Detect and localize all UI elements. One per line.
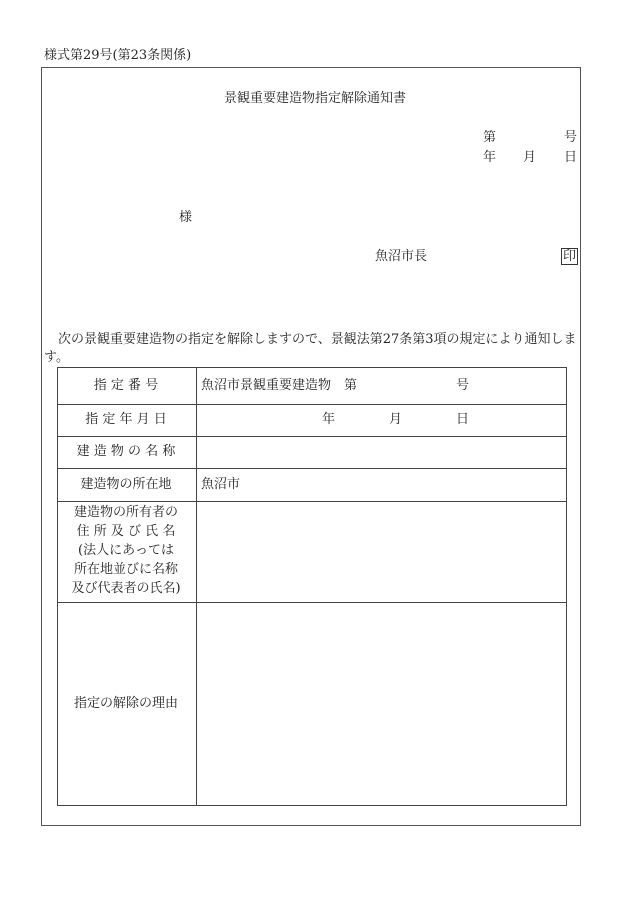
row-divider	[58, 468, 566, 469]
owner-label-line: 所在地並びに名称	[73, 562, 178, 577]
row-divider	[58, 404, 566, 405]
body-text: 次の景観重要建造物の指定を解除しますので、景観法第27条第3項の規定により通知します。	[44, 332, 577, 365]
designation-date-month: 月	[389, 412, 403, 427]
designation-number-suffix: 号	[456, 378, 470, 393]
owner-label-line: 建造物の所有者の	[73, 505, 178, 520]
date-year: 年	[483, 150, 497, 165]
owner-label-line: 及び代表者の氏名)	[71, 581, 181, 596]
owner-label-line: 住 所 及 び 氏 名	[76, 524, 176, 539]
form-number: 様式第29号(第23条関係)	[44, 48, 192, 63]
addressee-suffix: 様	[179, 210, 193, 225]
row-divider	[58, 501, 566, 502]
row-divider	[58, 602, 566, 603]
row-divider	[58, 436, 566, 437]
designation-number-prefix: 魚沼市景観重要建造物 第	[201, 378, 358, 393]
label-building-name: 建 造 物 の 名 称	[76, 444, 176, 459]
date-month: 月	[523, 150, 537, 165]
designation-date-day: 日	[456, 412, 470, 427]
label-building-location: 建造物の所在地	[80, 477, 172, 492]
doc-number-dai: 第	[483, 130, 497, 145]
label-release-reason: 指定の解除の理由	[73, 696, 178, 711]
date-day: 日	[564, 150, 578, 165]
label-designation-number: 指 定 番 号	[93, 378, 159, 393]
document-title: 景観重要建造物指定解除通知書	[223, 91, 406, 106]
doc-number-go: 号	[564, 130, 578, 145]
designation-date-year: 年	[322, 412, 336, 427]
building-location-value: 魚沼市	[201, 477, 241, 492]
label-designation-date: 指 定 年 月 日	[85, 412, 167, 427]
label-owner	[57, 503, 195, 598]
issuer-name: 魚沼市長	[375, 249, 428, 264]
seal-mark	[561, 248, 578, 265]
owner-label-line: (法人にあっては	[78, 543, 174, 558]
table-column-divider	[196, 368, 197, 805]
seal-box: 印	[563, 249, 577, 264]
